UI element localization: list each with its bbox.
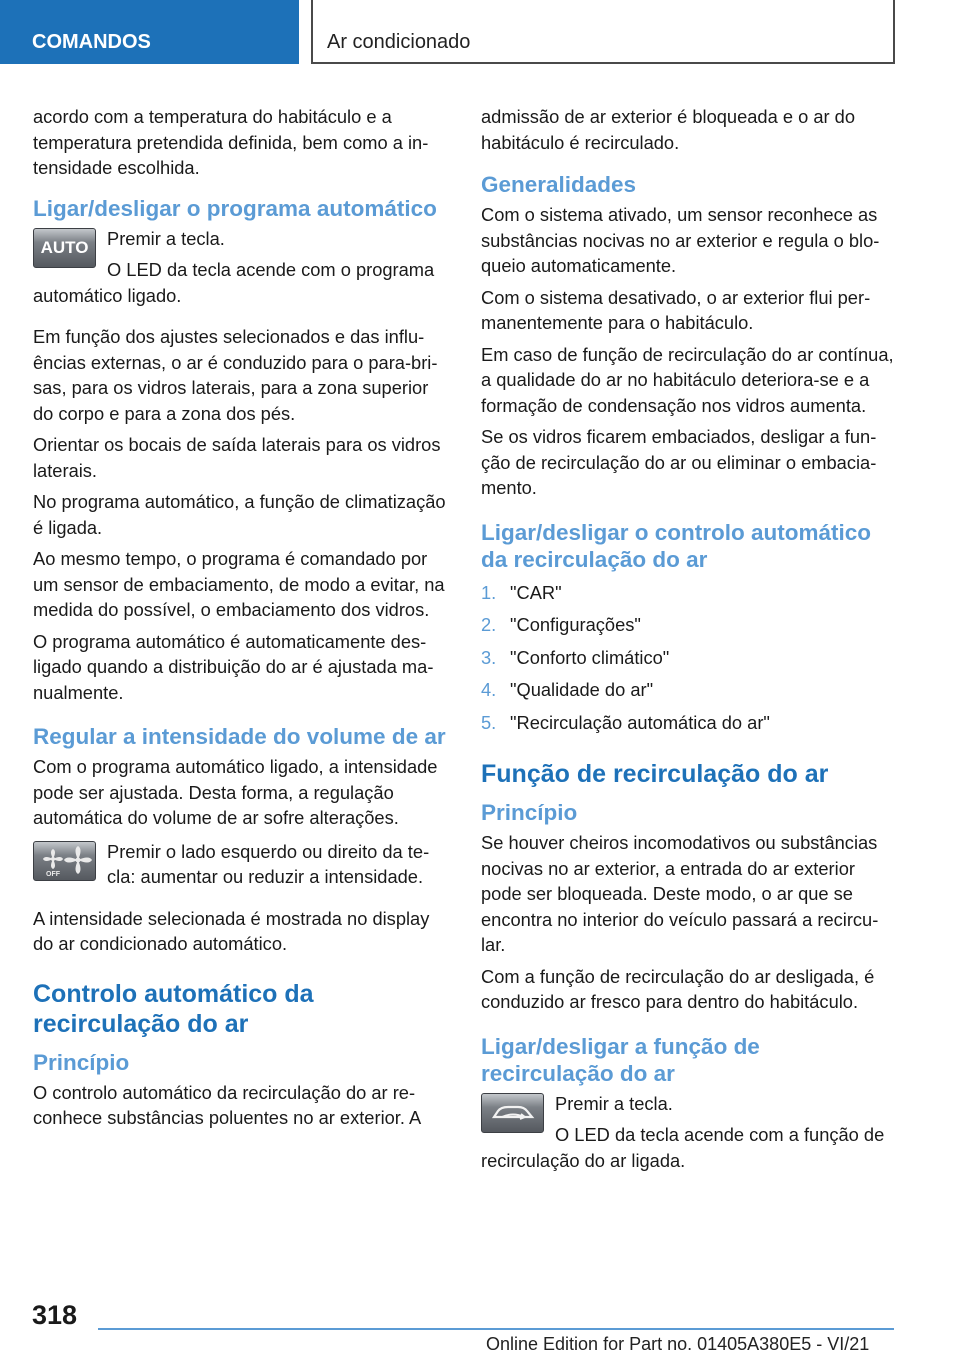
recirculation-button-row	[481, 1091, 894, 1174]
fan-button-row	[33, 839, 448, 890]
auto-button-row	[33, 226, 448, 309]
heading-toggle-auto-recirculation: Ligar/desligar o controlo automático da recirculação do ar	[481, 519, 872, 572]
heading-auto-recirculation: Controlo automático da recirculação do ar	[33, 979, 314, 1038]
fan-speed-button-icon	[33, 841, 96, 881]
paragraph: Com o programa automático ligado, a intensidade pode ser ajustada. Desta forma, a regulação automática do volume de ar sofre alterações.	[33, 756, 438, 828]
paragraph: Com a função de recirculação do ar desligada, é conduzido ar fresco para dentro do habitáculo.	[481, 965, 875, 1012]
paragraph: Premir o lado esquerdo ou direito da tecla: aumentar ou reduzir a intensidade.	[107, 840, 430, 887]
heading-recirculation-function: Função de recirculação do ar	[481, 760, 829, 788]
page-number: 318	[32, 1300, 78, 1330]
paragraph: Ao mesmo tempo, o programa é comandado por um sensor de embaciamento, de modo a evitar, na medida do possível, o embaciamento dos vidros.	[33, 548, 445, 620]
paragraph: Se houver cheiros incomodativos ou substâncias nocivas no ar exterior, a entrada do ar exterior pode ser bloqueada. Deste modo, o ar que se encontra no interior do veículo passará a recircular.	[481, 832, 879, 955]
paragraph: Com o sistema ativado, um sensor reconhece as substâncias nocivas no ar exterior e regula o bloqueio automaticamente.	[481, 204, 880, 276]
footer-edition: Online Edition for Part no. 01405A380E5 - VI/21	[486, 1334, 870, 1354]
paragraph: O programa automático é automaticamente desligado quando a distribuição do ar é ajustada manualmente.	[33, 630, 434, 703]
footer-divider	[98, 1328, 894, 1330]
paragraph: O controlo automático da recirculação do ar reconhece substâncias poluentes no ar exterior. A	[33, 1081, 422, 1128]
paragraph: admissão de ar exterior é bloqueada e o ar do habitáculo é recirculado.	[481, 106, 855, 153]
paragraph: Em função dos ajustes selecionados e das influências externas, o ar é conduzido para o para-brisas, para os vidros laterais, para a zona superior do corpo e para a zona dos pés.	[33, 326, 438, 424]
paragraph: O LED da tecla acende com o programa automático ligado.	[33, 259, 435, 306]
list-item: 5. "Recirculação automática do ar"	[481, 711, 770, 733]
paragraph: A intensidade selecionada é mostrada no display do ar condicionado automático.	[33, 907, 430, 954]
paragraph: No programa automático, a função de climatização é ligada.	[33, 491, 446, 538]
svg-text:OFF: OFF	[45, 870, 60, 878]
section-label: COMANDOS	[0, 0, 299, 64]
heading-general: Generalidades	[481, 172, 637, 197]
heading-toggle-recirculation: Ligar/desligar a função de recirculação do ar	[481, 1033, 760, 1086]
chapter-title: Ar condicionado	[311, 0, 895, 64]
list-item: 1. "CAR"	[481, 581, 562, 603]
steps-list	[481, 577, 894, 740]
paragraph: acordo com a temperatura do habitáculo e a temperatura pretendida definida, bem como a intensidade escolhida.	[33, 106, 429, 178]
recirculation-button-icon	[481, 1093, 544, 1133]
left-column	[33, 104, 448, 1137]
paragraph: Premir a tecla.	[107, 227, 225, 249]
auto-button-icon: AUTO	[33, 228, 96, 268]
heading-air-volume: Regular a intensidade do volume de ar	[33, 724, 446, 749]
heading-auto-program: Ligar/desligar o programa automático	[33, 195, 437, 221]
paragraph: Em caso de função de recirculação do ar contínua, a qualidade do ar no habitáculo deteriora-se e a formação de condensação nos vidros aumenta.	[481, 343, 894, 416]
page-header	[0, 0, 960, 66]
heading-principle: Princípio	[481, 800, 578, 825]
paragraph: Premir a tecla.	[555, 1092, 673, 1114]
heading-principle: Princípio	[33, 1049, 130, 1075]
list-item: 4. "Qualidade do ar"	[481, 679, 654, 700]
paragraph: Orientar os bocais de saída laterais para os vidros laterais.	[33, 434, 441, 481]
paragraph: O LED da tecla acende com a função de recirculação do ar ligada.	[481, 1124, 885, 1171]
right-column	[481, 104, 894, 1179]
list-item: 3. "Conforto climático"	[481, 646, 670, 668]
paragraph: Com o sistema desativado, o ar exterior flui permanentemente para o habitáculo.	[481, 286, 871, 333]
list-item: 2. "Configurações"	[481, 614, 641, 635]
paragraph: Se os vidros ficarem embaciados, desligar a função de recirculação do ar ou eliminar o embaciamento.	[481, 426, 877, 498]
